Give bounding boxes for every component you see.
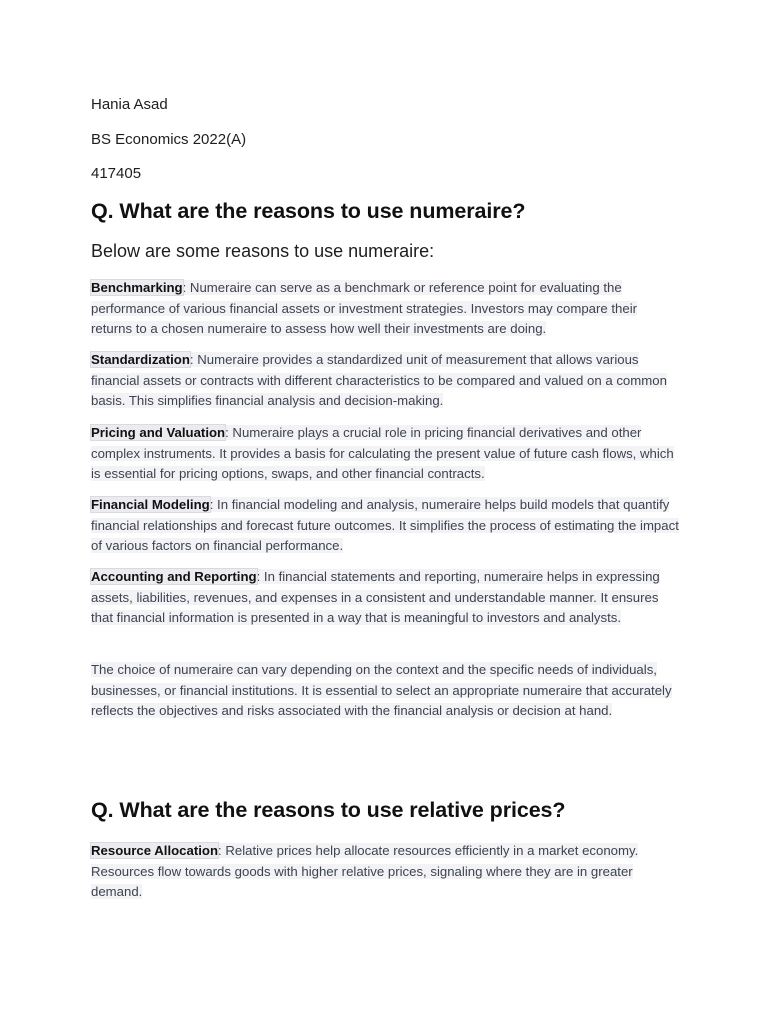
author-name: Hania Asad	[91, 96, 168, 113]
term-benchmarking: Benchmarking	[91, 280, 183, 295]
term-standardization: Standardization	[91, 352, 190, 367]
term-accounting-reporting: Accounting and Reporting	[91, 569, 257, 584]
term-resource-allocation: Resource Allocation	[91, 843, 219, 858]
student-id: 417405	[91, 165, 142, 182]
conclusion-paragraph	[91, 660, 681, 722]
reason-accounting-reporting	[91, 567, 681, 629]
intro-text: Below are some reasons to use numeraire:	[91, 241, 435, 261]
question-heading-relative-prices: Q. What are the reasons to use relative prices?	[91, 798, 566, 822]
reason-text: : Numeraire can serve as a benchmark or reference point for evaluating the performance of various financial assets or investment strategies. Investors may compare their returns to a chosen numeraire to assess how well their investments are doing.	[91, 280, 638, 337]
conclusion-text: The choice of numeraire can vary depending on the context and the specific needs of individuals, businesses, or financial institutions. It is essential to select an appropriate numeraire that accurately reflects the objectives and risks associated with the financial analysis or decision at hand.	[91, 662, 672, 719]
reason-text: : Numeraire plays a crucial role in pricing financial derivatives and other complex instruments. It provides a basis for calculating the present value of future cash flows, which is essential for pricing options, swaps, and other financial contracts.	[91, 425, 674, 482]
term-financial-modeling: Financial Modeling	[91, 497, 210, 512]
question-heading-numeraire: Q. What are the reasons to use numeraire?	[91, 199, 526, 223]
reason-resource-allocation	[91, 841, 681, 903]
term-pricing-valuation: Pricing and Valuation	[91, 425, 226, 440]
program-name: BS Economics 2022(A)	[91, 131, 247, 148]
reason-standardization	[91, 350, 681, 412]
reason-text: : In financial modeling and analysis, numeraire helps build models that quantify financial relationships and forecast future outcomes. It simplifies the process of estimating the impact of various factors on financial performance.	[91, 497, 679, 554]
reason-financial-modeling	[91, 495, 681, 557]
reason-text: : Numeraire provides a standardized unit of measurement that allows various financial assets or contracts with different characteristics to be compared and valued on a common basis. This simplifies financial analysis and decision-making.	[91, 352, 667, 409]
reason-pricing-valuation	[91, 423, 681, 485]
reason-text: : Relative prices help allocate resources efficiently in a market economy. Resources flow towards goods with higher relative prices, signaling where they are in greater demand.	[91, 843, 639, 900]
reason-benchmarking	[91, 278, 681, 340]
reason-text: : In financial statements and reporting, numeraire helps in expressing assets, liabilities, revenues, and expenses in a consistent and understandable manner. It ensures that financial information is presented in a way that is meaningful to investors and analysts.	[91, 569, 660, 626]
